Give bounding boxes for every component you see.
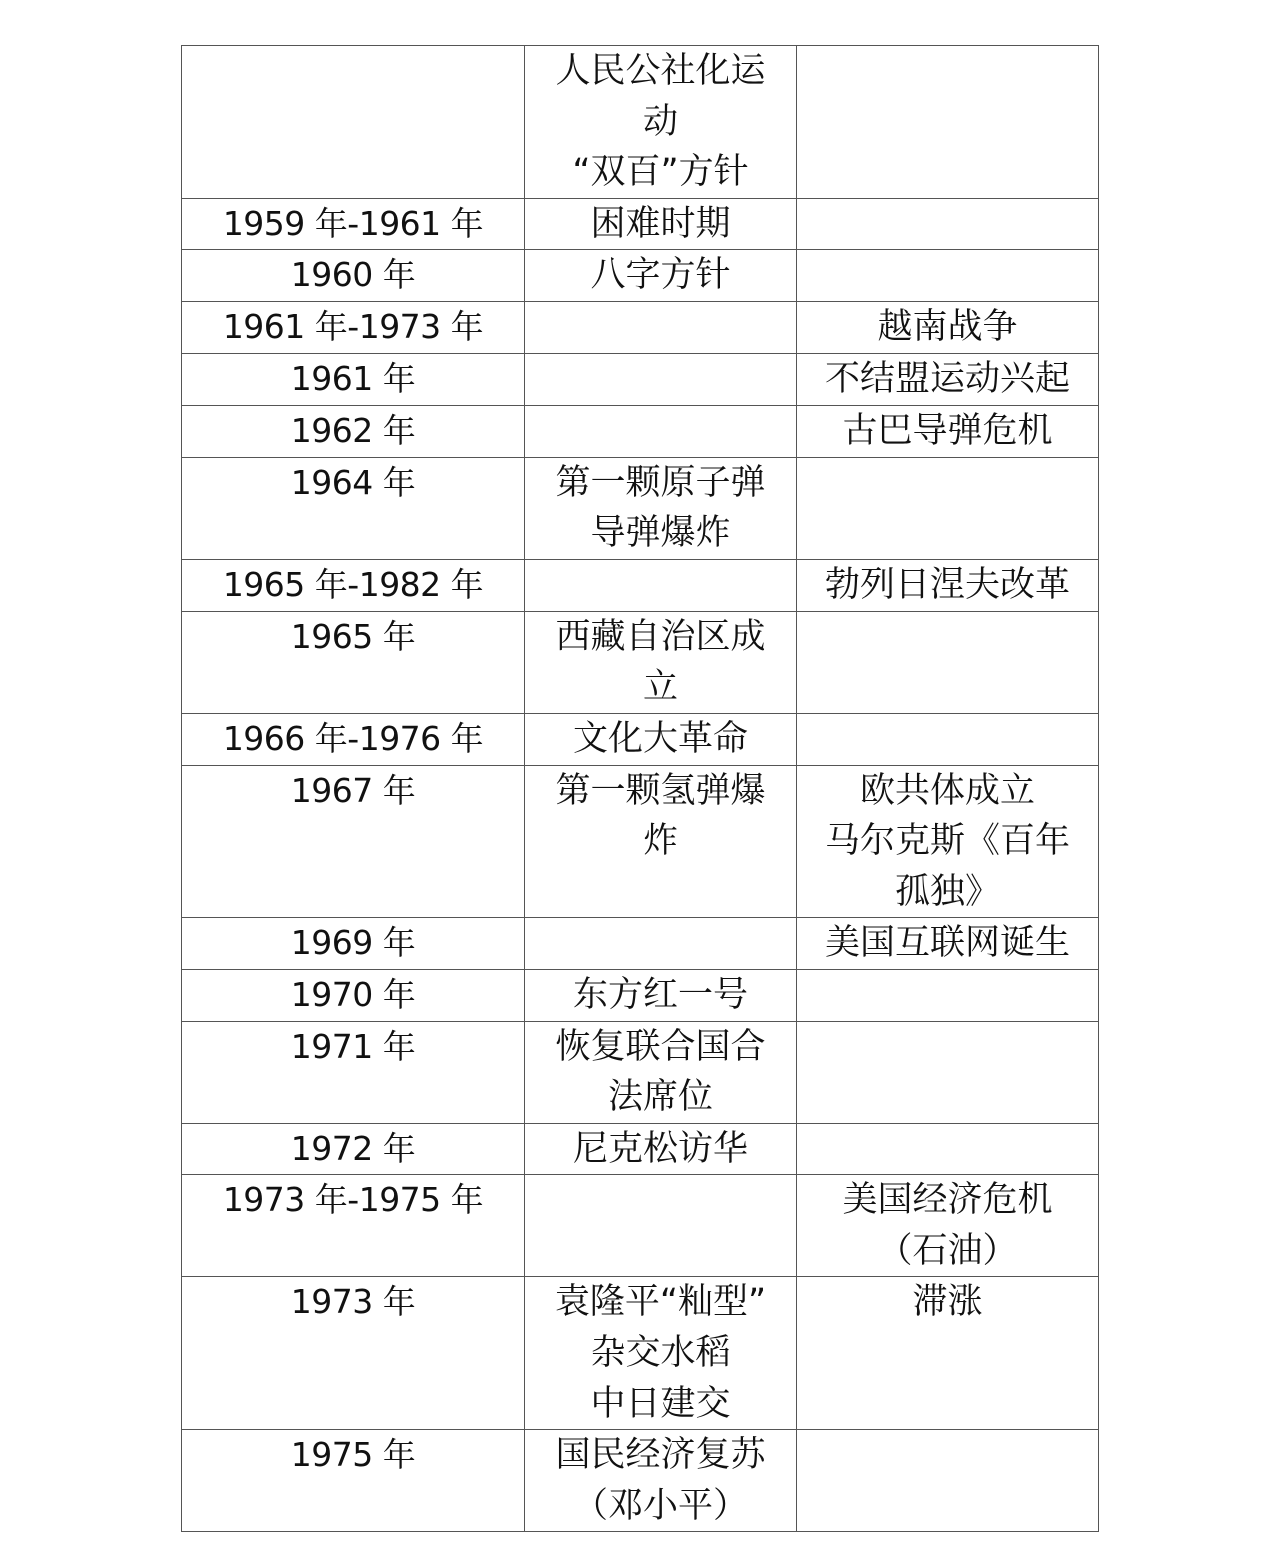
table-row xyxy=(182,46,1099,199)
year-text: 1973 年 xyxy=(290,1282,416,1322)
table-row xyxy=(182,713,1099,765)
world-event-cell xyxy=(797,301,1099,353)
china-event-cell xyxy=(525,713,797,765)
year-cell xyxy=(182,1430,525,1532)
year-cell xyxy=(182,969,525,1021)
china-event-cell xyxy=(525,1430,797,1532)
year-cell xyxy=(182,353,525,405)
china-event-line: 文化大革命 xyxy=(572,718,748,759)
china-event-line: 困难时期 xyxy=(590,203,731,244)
china-event-line: 立 xyxy=(642,667,678,708)
china-event-cell xyxy=(525,1277,797,1430)
world-event-cell xyxy=(797,405,1099,457)
world-event-line: 美国经济危机 xyxy=(842,1180,1053,1221)
table-row xyxy=(182,1175,1099,1277)
china-event-line: 炸 xyxy=(642,821,678,862)
world-event-cell xyxy=(797,765,1099,918)
table-row xyxy=(182,918,1099,970)
china-event-cell xyxy=(525,918,797,970)
table-row xyxy=(182,250,1099,302)
year-cell xyxy=(182,611,525,713)
year-cell xyxy=(182,46,525,199)
world-event-line: 越南战争 xyxy=(877,306,1018,347)
china-event-line: 恢复联合国合 xyxy=(555,1026,766,1067)
year-text: 1969 年 xyxy=(290,923,416,963)
year-cell xyxy=(182,918,525,970)
world-event-cell xyxy=(797,198,1099,250)
table-row xyxy=(182,198,1099,250)
year-text: 1971 年 xyxy=(290,1026,416,1066)
china-event-cell xyxy=(525,611,797,713)
table-row xyxy=(182,969,1099,1021)
table-row xyxy=(182,1430,1099,1532)
year-cell xyxy=(182,765,525,918)
china-event-cell xyxy=(525,559,797,611)
year-cell xyxy=(182,405,525,457)
china-event-line: 第一颗氢弹爆 xyxy=(555,770,766,811)
china-event-line: 八字方针 xyxy=(590,255,731,296)
year-text: 1961 年-1973 年 xyxy=(222,306,484,346)
table-row xyxy=(182,353,1099,405)
china-event-cell xyxy=(525,457,797,559)
china-event-cell xyxy=(525,1021,797,1123)
table-row xyxy=(182,1123,1099,1175)
china-event-cell xyxy=(525,198,797,250)
world-event-cell xyxy=(797,918,1099,970)
table-row xyxy=(182,457,1099,559)
world-event-cell xyxy=(797,611,1099,713)
world-event-line: 欧共体成立 xyxy=(859,770,1035,811)
table-row xyxy=(182,1021,1099,1123)
world-event-cell xyxy=(797,1123,1099,1175)
world-event-line: 不结盟运动兴起 xyxy=(824,358,1070,399)
year-cell xyxy=(182,198,525,250)
world-event-cell xyxy=(797,1021,1099,1123)
china-event-line: 中日建交 xyxy=(590,1383,731,1424)
china-event-line: 法席位 xyxy=(607,1077,713,1118)
world-event-cell xyxy=(797,1277,1099,1430)
table-row xyxy=(182,1277,1099,1430)
year-cell xyxy=(182,1021,525,1123)
world-event-cell xyxy=(797,559,1099,611)
year-text: 1964 年 xyxy=(290,462,416,502)
china-event-line: 导弹爆炸 xyxy=(590,513,731,554)
world-event-cell xyxy=(797,250,1099,302)
table-row xyxy=(182,405,1099,457)
timeline-body xyxy=(182,46,1099,1532)
china-event-cell xyxy=(525,969,797,1021)
world-event-line: 勃列日涅夫改革 xyxy=(824,564,1070,605)
year-text: 1965 年 xyxy=(290,616,416,656)
year-text: 1960 年 xyxy=(290,255,416,295)
china-event-line: 东方红一号 xyxy=(572,974,748,1015)
china-event-cell xyxy=(525,1123,797,1175)
world-event-line: 滞涨 xyxy=(912,1282,983,1323)
year-text: 1972 年 xyxy=(290,1128,416,1168)
world-event-line: 古巴导弹危机 xyxy=(842,410,1053,451)
table-row xyxy=(182,765,1099,918)
year-text: 1970 年 xyxy=(290,974,416,1014)
world-event-line: 美国互联网诞生 xyxy=(824,923,1070,964)
year-text: 1973 年-1975 年 xyxy=(222,1180,484,1220)
year-text: 1959 年-1961 年 xyxy=(222,203,484,243)
year-text: 1962 年 xyxy=(290,410,416,450)
china-event-line: （邓小平） xyxy=(572,1485,748,1526)
china-event-cell xyxy=(525,301,797,353)
year-cell xyxy=(182,559,525,611)
year-text: 1965 年-1982 年 xyxy=(222,564,484,604)
china-event-line: 人民公社化运 xyxy=(555,51,766,91)
world-event-line: 孤独》 xyxy=(894,871,1000,912)
china-event-line: 杂交水稻 xyxy=(590,1333,731,1374)
world-event-cell xyxy=(797,457,1099,559)
china-event-cell xyxy=(525,765,797,918)
world-event-cell xyxy=(797,713,1099,765)
year-cell xyxy=(182,301,525,353)
year-text: 1967 年 xyxy=(290,770,416,810)
year-text: 1966 年-1976 年 xyxy=(222,718,484,758)
year-text: 1961 年 xyxy=(290,358,416,398)
china-event-line: 动 xyxy=(642,101,678,142)
year-cell xyxy=(182,713,525,765)
timeline-table xyxy=(181,45,1099,1532)
china-event-cell xyxy=(525,250,797,302)
world-event-cell xyxy=(797,969,1099,1021)
year-text: 1975 年 xyxy=(290,1435,416,1475)
table-row xyxy=(182,559,1099,611)
china-event-line: “双百”方针 xyxy=(572,152,749,193)
world-event-cell xyxy=(797,46,1099,199)
world-event-cell xyxy=(797,1430,1099,1532)
world-event-cell xyxy=(797,353,1099,405)
table-row xyxy=(182,611,1099,713)
year-cell xyxy=(182,1277,525,1430)
table-row xyxy=(182,301,1099,353)
china-event-cell xyxy=(525,1175,797,1277)
year-cell xyxy=(182,1123,525,1175)
china-event-line: 西藏自治区成 xyxy=(555,616,766,657)
world-event-line: 马尔克斯《百年 xyxy=(824,821,1070,862)
china-event-cell xyxy=(525,46,797,199)
china-event-line: 第一颗原子弹 xyxy=(555,462,766,503)
world-event-cell xyxy=(797,1175,1099,1277)
year-cell xyxy=(182,1175,525,1277)
china-event-line: 尼克松访华 xyxy=(572,1128,748,1169)
year-cell xyxy=(182,457,525,559)
china-event-line: 国民经济复苏 xyxy=(555,1435,766,1476)
year-cell xyxy=(182,250,525,302)
china-event-line: 袁隆平“籼型” xyxy=(554,1282,767,1323)
china-event-cell xyxy=(525,353,797,405)
china-event-cell xyxy=(525,405,797,457)
world-event-line: （石油） xyxy=(877,1230,1018,1271)
